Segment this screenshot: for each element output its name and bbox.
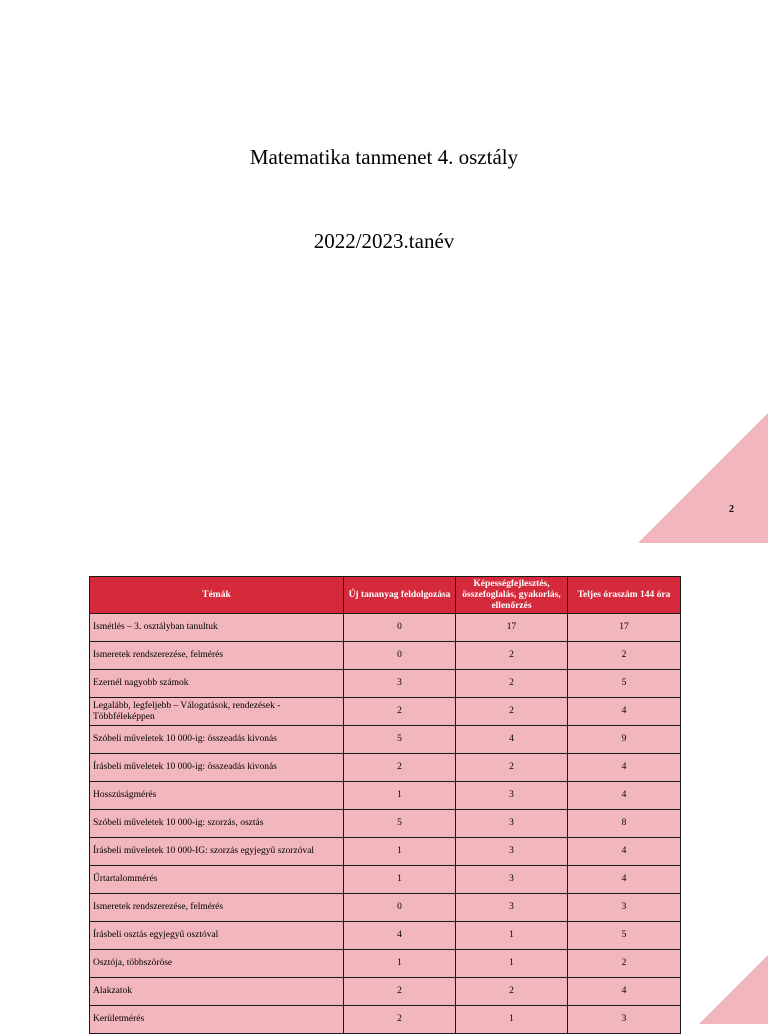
cell-skill-development: 3 bbox=[456, 782, 568, 810]
decorative-triangle-lower bbox=[699, 955, 768, 1024]
cell-topic: Szóbeli műveletek 10 000-ig: összeadás kivonás bbox=[90, 726, 344, 754]
cell-topic: Legalább, legfeljebb – Válogatások, rendezések - Többféleképpen bbox=[90, 698, 344, 726]
cell-topic: Ismeretek rendszerezése, felmérés bbox=[90, 642, 344, 670]
cell-skill-development: 2 bbox=[456, 754, 568, 782]
cell-skill-development: 1 bbox=[456, 950, 568, 978]
table-row bbox=[90, 754, 681, 782]
cell-new-material: 0 bbox=[344, 642, 456, 670]
table-body bbox=[90, 614, 681, 1034]
cell-skill-development: 2 bbox=[456, 642, 568, 670]
cell-new-material: 1 bbox=[344, 950, 456, 978]
cell-new-material: 0 bbox=[344, 614, 456, 642]
cell-total-hours: 4 bbox=[568, 978, 681, 1006]
cell-skill-development: 3 bbox=[456, 810, 568, 838]
cell-total-hours: 5 bbox=[568, 922, 681, 950]
cell-total-hours: 4 bbox=[568, 866, 681, 894]
cell-new-material: 1 bbox=[344, 782, 456, 810]
cell-topic: Osztója, többszöröse bbox=[90, 950, 344, 978]
header-topics: Témák bbox=[90, 577, 344, 614]
table-row bbox=[90, 810, 681, 838]
cell-topic: Ismeretek rendszerezése, felmérés bbox=[90, 894, 344, 922]
cell-skill-development: 3 bbox=[456, 838, 568, 866]
cell-new-material: 4 bbox=[344, 922, 456, 950]
cell-new-material: 1 bbox=[344, 866, 456, 894]
table-row bbox=[90, 642, 681, 670]
cell-topic: Ismétlés – 3. osztályban tanultuk bbox=[90, 614, 344, 642]
cell-skill-development: 3 bbox=[456, 866, 568, 894]
table-row bbox=[90, 614, 681, 642]
cell-topic: Hosszúságmérés bbox=[90, 782, 344, 810]
cell-total-hours: 4 bbox=[568, 698, 681, 726]
table-row bbox=[90, 978, 681, 1006]
table-row bbox=[90, 894, 681, 922]
table-row bbox=[90, 1006, 681, 1034]
cell-total-hours: 5 bbox=[568, 670, 681, 698]
curriculum-table bbox=[89, 576, 681, 1034]
table-row bbox=[90, 726, 681, 754]
decorative-triangle-upper bbox=[638, 413, 768, 543]
cell-skill-development: 3 bbox=[456, 894, 568, 922]
cell-total-hours: 17 bbox=[568, 614, 681, 642]
table-row bbox=[90, 950, 681, 978]
cell-topic: Űrtartalommérés bbox=[90, 866, 344, 894]
table-row bbox=[90, 838, 681, 866]
cell-topic: Írásbeli osztás egyjegyű osztóval bbox=[90, 922, 344, 950]
school-year: 2022/2023.tanév bbox=[313, 229, 455, 253]
document-title: Matematika tanmenet 4. osztály bbox=[249, 145, 519, 169]
cell-skill-development: 2 bbox=[456, 698, 568, 726]
page-number: 2 bbox=[729, 504, 734, 515]
cell-total-hours: 9 bbox=[568, 726, 681, 754]
cell-total-hours: 3 bbox=[568, 894, 681, 922]
cell-topic: Kerületmérés bbox=[90, 1006, 344, 1034]
cell-new-material: 5 bbox=[344, 726, 456, 754]
cell-topic: Írásbeli műveletek 10 000-IG: szorzás egyjegyű szorzóval bbox=[90, 838, 344, 866]
cell-skill-development: 17 bbox=[456, 614, 568, 642]
cell-skill-development: 2 bbox=[456, 670, 568, 698]
cell-new-material: 2 bbox=[344, 698, 456, 726]
cell-new-material: 1 bbox=[344, 838, 456, 866]
cell-skill-development: 2 bbox=[456, 978, 568, 1006]
cell-total-hours: 4 bbox=[568, 838, 681, 866]
cell-new-material: 3 bbox=[344, 670, 456, 698]
cell-new-material: 0 bbox=[344, 894, 456, 922]
table-row bbox=[90, 698, 681, 726]
cell-new-material: 5 bbox=[344, 810, 456, 838]
cell-new-material: 2 bbox=[344, 1006, 456, 1034]
table-row bbox=[90, 670, 681, 698]
header-total-hours: Teljes óraszám 144 óra bbox=[568, 577, 681, 614]
cell-total-hours: 3 bbox=[568, 1006, 681, 1034]
cell-skill-development: 4 bbox=[456, 726, 568, 754]
header-skill-development: Képességfejlesztés, összefoglalás, gyakorlás, ellenőrzés bbox=[456, 577, 568, 614]
cell-new-material: 2 bbox=[344, 978, 456, 1006]
cell-total-hours: 8 bbox=[568, 810, 681, 838]
cell-topic: Szóbeli műveletek 10 000-ig: szorzás, osztás bbox=[90, 810, 344, 838]
cell-skill-development: 1 bbox=[456, 922, 568, 950]
cell-skill-development: 1 bbox=[456, 1006, 568, 1034]
cell-new-material: 2 bbox=[344, 754, 456, 782]
cell-topic: Alakzatok bbox=[90, 978, 344, 1006]
table-row bbox=[90, 866, 681, 894]
table-header-row bbox=[90, 577, 681, 614]
table-row bbox=[90, 922, 681, 950]
cell-total-hours: 4 bbox=[568, 754, 681, 782]
table-row bbox=[90, 782, 681, 810]
header-new-material: Új tananyag feldolgozása bbox=[344, 577, 456, 614]
cell-total-hours: 4 bbox=[568, 782, 681, 810]
cell-total-hours: 2 bbox=[568, 642, 681, 670]
cell-topic: Ezernél nagyobb számok bbox=[90, 670, 344, 698]
cell-total-hours: 2 bbox=[568, 950, 681, 978]
cell-topic: Írásbeli műveletek 10 000-ig: összeadás kivonás bbox=[90, 754, 344, 782]
